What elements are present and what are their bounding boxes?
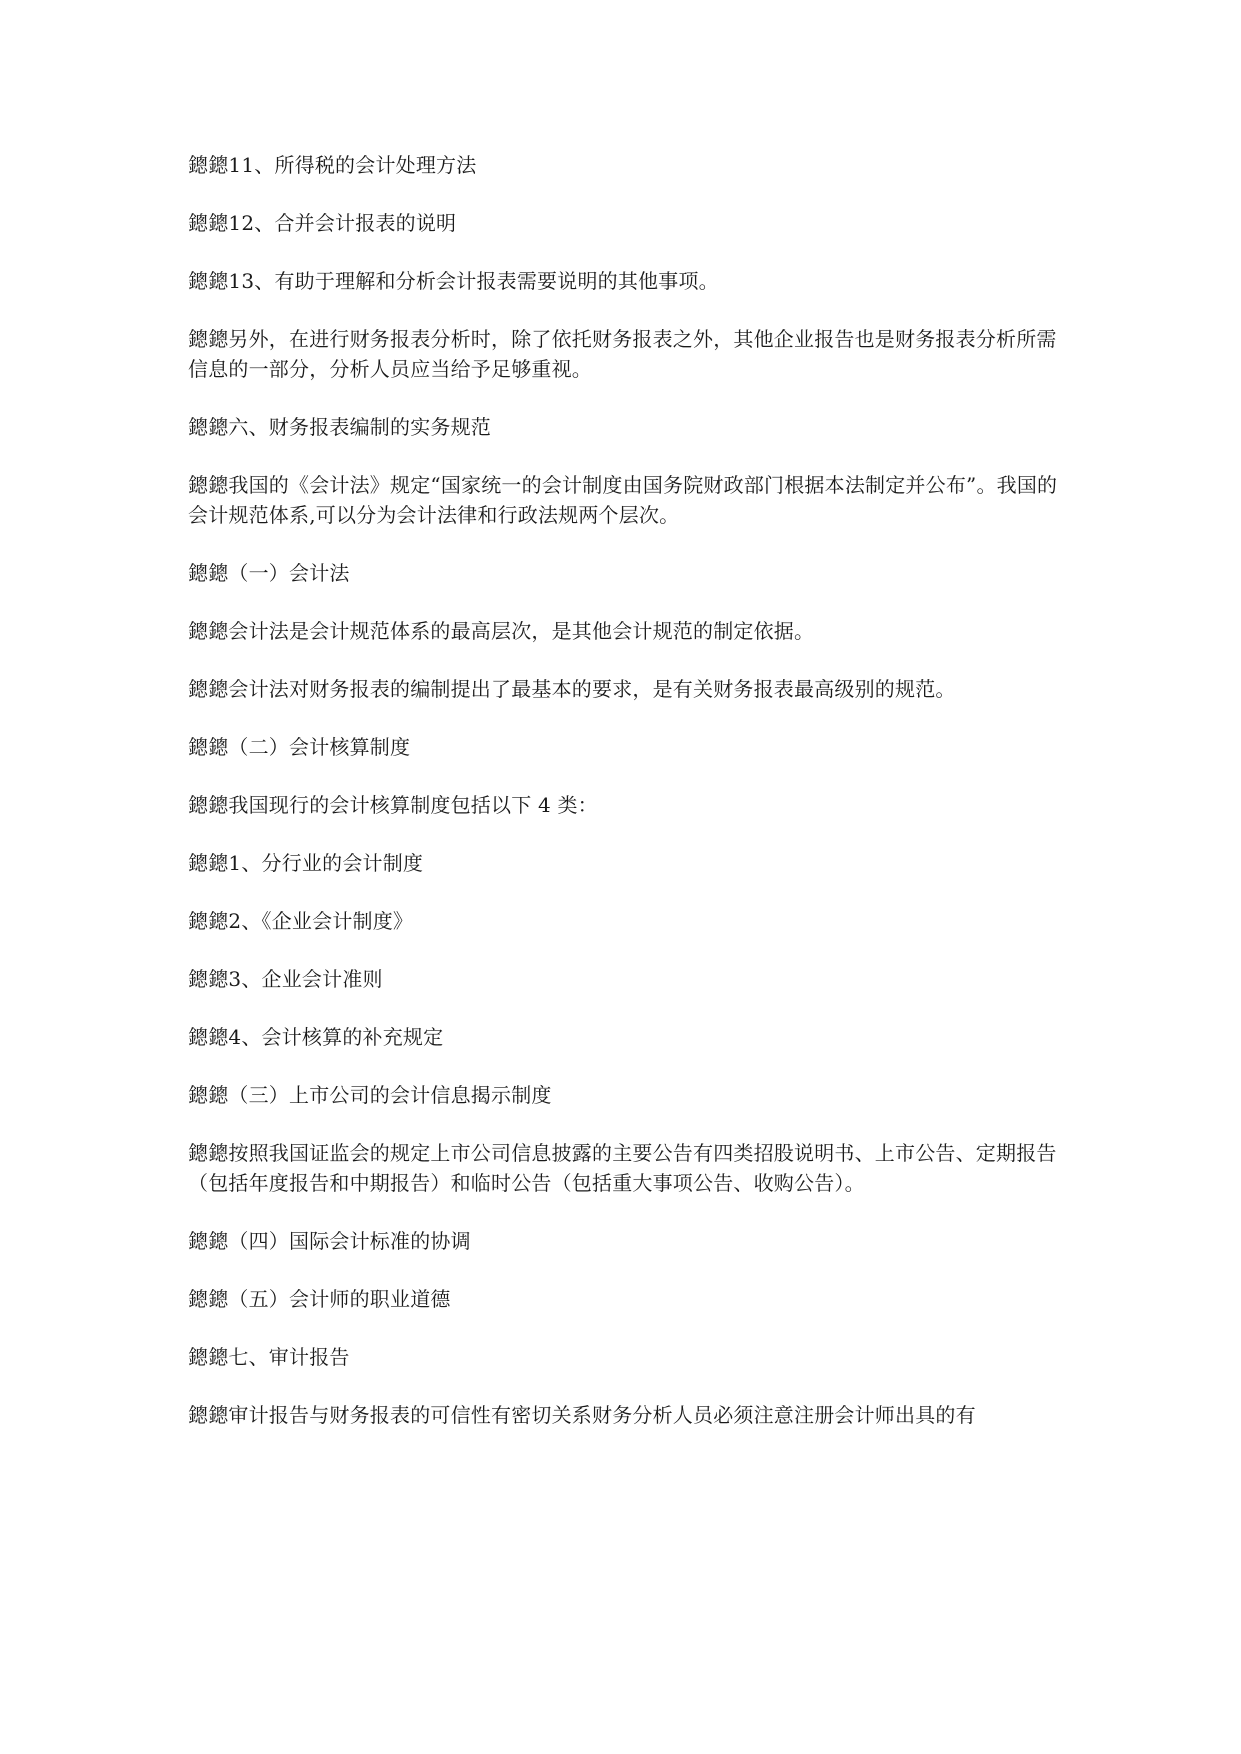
heading-subsection-3: 鏓鏓（三）上市公司的会计信息揭示制度 (188, 1083, 552, 1107)
paragraph-accounting-law-quote: 鏓鏓我国的《会计法》规定“国家统一的会计制度由国务院财政部门根据本法制定并公布”。我国的会计规范体系,可以分为会计法律和行政法规两个层次。 (188, 473, 1058, 527)
paragraph-four-categories: 鏓鏓我国现行的会计核算制度包括以下 4 类： (188, 793, 598, 817)
paragraph-audit-report: 鏓鏓审计报告与财务报表的可信性有密切关系财务分析人员必须注意注册会计师出具的有 (188, 1403, 976, 1427)
paragraph-item-11-income-tax: 鏓鏓11、所得税的会计处理方法 (188, 153, 477, 177)
heading-section-6: 鏓鏓六、财务报表编制的实务规范 (188, 415, 491, 439)
paragraph-disclosure-types: 鏓鏓按照我国证监会的规定上市公司信息披露的主要公告有四类招股说明书、上市公告、定期报告（包括年度报告和中期报告）和临时公告（包括重大事项公告、收购公告）。 (188, 1141, 1057, 1195)
document-body (188, 150, 1058, 1430)
list-item-4: 鏓鏓4、会计核算的补充规定 (188, 1025, 444, 1049)
list-item-2: 鏓鏓2、《企业会计制度》 (188, 909, 414, 933)
paragraph-highest-level: 鏓鏓会计法是会计规范体系的最高层次，是其他会计规范的制定依据。 (188, 619, 815, 643)
paragraph-item-13-other-matters: 鏓鏓13、有助于理解和分析会计报表需要说明的其他事项。 (188, 269, 719, 293)
list-item-1: 鏓鏓1、分行业的会计制度 (188, 851, 424, 875)
list-item-3: 鏓鏓3、企业会计准则 (188, 967, 383, 991)
heading-subsection-2: 鏓鏓（二）会计核算制度 (188, 735, 411, 759)
paragraph-basic-requirements: 鏓鏓会计法对财务报表的编制提出了最基本的要求，是有关财务报表最高级别的规范。 (188, 677, 956, 701)
heading-subsection-5: 鏓鏓（五）会计师的职业道德 (188, 1287, 451, 1311)
paragraph-item-12-consolidated-statements: 鏓鏓12、合并会计报表的说明 (188, 211, 457, 235)
heading-section-7: 鏓鏓七、审计报告 (188, 1345, 350, 1369)
heading-subsection-4: 鏓鏓（四）国际会计标准的协调 (188, 1229, 471, 1253)
paragraph-other-reports: 鏓鏓另外，在进行财务报表分析时，除了依托财务报表之外，其他企业报告也是财务报表分析所需信息的一部分，分析人员应当给予足够重视。 (188, 327, 1057, 381)
heading-subsection-1: 鏓鏓（一）会计法 (188, 561, 350, 585)
